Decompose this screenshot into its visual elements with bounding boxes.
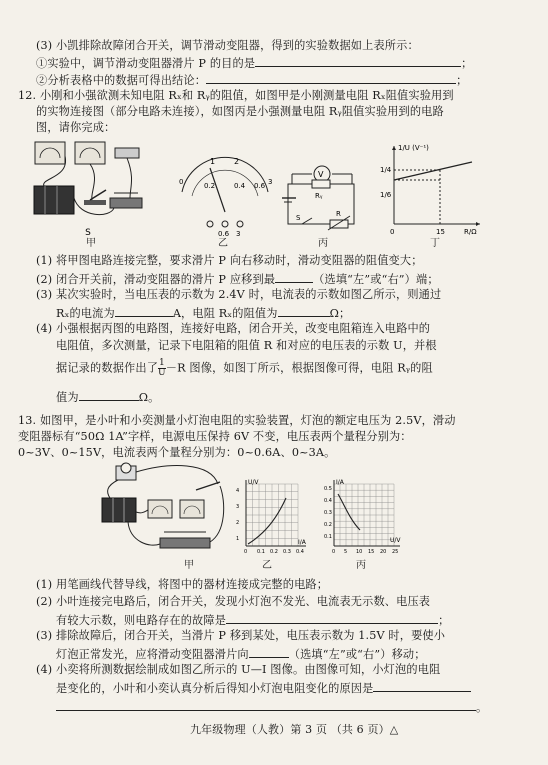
q13-sub4-a: (4) 小奕将所测数据绘制成如图乙所示的 U—I 图像。由图像可知，小灯泡的电阻	[36, 663, 441, 676]
q13-bing-y-tick: 0.3	[324, 510, 332, 516]
q13-sub4-blank2[interactable]	[56, 698, 476, 711]
q11-item1-text: ①实验中，调节滑动变阻器滑片 P 的目的是	[36, 57, 256, 70]
q13-stem-l1: 13. 如图甲，是小叶和小奕测量小灯泡电阻的实验装置，灯泡的额定电压为 2.5V，滑动	[18, 414, 456, 427]
q13-stem-l2: 变阻器标有“50Ω 1A”字样，电源电压保持 6V 不变，电压表两个量程分别为：	[18, 430, 412, 443]
q13-caption-bing: 丙	[356, 560, 366, 571]
q13-sub2-b	[56, 611, 449, 628]
q12-terminal-b	[222, 221, 228, 227]
svg-text:15: 15	[436, 228, 445, 236]
q13-switch	[196, 482, 220, 490]
q12-sub4-c1: 据记录的数据作出了	[56, 361, 159, 375]
svg-text:V: V	[318, 170, 324, 179]
q13-yi-y-tick: 3	[236, 504, 240, 510]
q12-fig-ding-graph	[380, 140, 490, 240]
q12-meter-term-3: 3	[236, 230, 241, 238]
q13-rheostat	[160, 538, 210, 548]
q12-caption-ding: 丁	[430, 238, 440, 249]
q13-caption-yi: 乙	[262, 560, 272, 571]
q13-ui-curve	[248, 498, 286, 544]
q12-sub4-d1: 值为	[56, 391, 79, 404]
q13-sub4-blank1[interactable]	[373, 679, 471, 692]
q13-sub2-a: (2) 小叶连接完电路后，闭合开关，发现小灯泡不发光、电流表无示数、电压表	[36, 595, 431, 608]
q12-terminal-a	[207, 221, 213, 227]
q12-sub4-blank[interactable]	[79, 388, 139, 401]
q11-item2	[36, 71, 467, 88]
svg-text:0: 0	[390, 228, 395, 236]
q12-caption-yi: 乙	[218, 238, 228, 249]
q13-bing-x-tick: 20	[380, 549, 387, 555]
q13-yi-y-tick: 1	[236, 536, 240, 542]
q12-switch	[84, 200, 106, 205]
q12-frac-num: 1	[158, 358, 165, 368]
q13-fig-yi-graph	[234, 476, 310, 558]
q13-sub4-b	[56, 679, 471, 696]
q13-battery	[102, 498, 136, 522]
q12-graph-line	[394, 162, 472, 180]
q13-sub2-b1: 有较大示数，则电路存在的故障是	[56, 614, 227, 627]
q13-bing-y-tick: 0.4	[324, 498, 332, 504]
q12-meter-tick-0: 0	[179, 178, 184, 186]
q12-terminal-c	[237, 221, 243, 227]
q13-sub3-b2: （选填“左”或“右”）移动；	[288, 648, 426, 661]
q12-fig-bing-circuit	[282, 158, 362, 234]
q11-item2-blank[interactable]	[206, 71, 456, 84]
q13-stem-l3: 0~3V、0~15V，电流表两个量程分别为：0~0.6A、0~3A。	[18, 446, 336, 459]
q12-sub3-blank2[interactable]	[278, 304, 330, 317]
q13-yi-x-tick: 0.2	[270, 549, 278, 555]
q12-stem-l1: 12. 小刚和小强欲测未知电阻 Rₓ和 Rᵧ的阻值，如图甲是小刚测量电阻 Rₓ阻值实验用到	[18, 89, 454, 102]
q12-caption-jia: 甲	[86, 238, 96, 249]
q12-resistor	[115, 148, 139, 158]
q12-frac-den: U	[158, 368, 166, 378]
q11-item2-text: ②分析表格中的数据可得出结论：	[36, 74, 207, 87]
q12-sub2-a: (2) 闭合开关前，滑动变阻器的滑片 P 应移到最	[36, 273, 276, 286]
q13-sub3-b	[56, 645, 426, 662]
q12-caption-bing: 丙	[318, 238, 328, 249]
svg-text:U/V: U/V	[248, 479, 259, 486]
svg-text:R: R	[336, 210, 341, 218]
q13-bing-x-tick: 10	[356, 549, 363, 555]
q12-stem-l2: 的实物连接图（部分电路未连接），如图丙是小强测量电阻 Rᵧ阻值实验用到的电路	[36, 105, 444, 118]
q11-line3: (3) 小凯排除故障闭合开关，调节滑动变阻器，得到的实验数据如上表所示：	[36, 39, 419, 52]
q11-item2-end: ；	[456, 74, 468, 87]
q13-sub4-c	[56, 698, 487, 715]
q13-bing-x-tick: 15	[368, 549, 375, 555]
q12-meter-tick-2: 2	[234, 157, 240, 166]
q13-bing-x-tick: 0	[332, 549, 336, 555]
q12-sub2-blank[interactable]	[275, 270, 313, 283]
q13-yi-x-tick: 0.1	[257, 549, 265, 555]
q13-bing-y-tick: 0.5	[324, 486, 332, 492]
svg-text:S: S	[296, 214, 301, 222]
q13-bing-x-tick: 25	[392, 549, 399, 555]
q13-yi-y-tick: 4	[236, 488, 240, 494]
q13-yi-x-tick: 0.3	[283, 549, 291, 555]
q12-rheostat	[110, 198, 142, 208]
q13-fig-jia-apparatus	[100, 462, 232, 558]
q13-yi-y-tick: 2	[236, 520, 240, 526]
q12-fig-jia-apparatus	[30, 138, 145, 238]
q11-item1-end: ；	[461, 57, 473, 70]
q12-fig-yi-meter	[170, 152, 280, 238]
q13-sub2-end: ；	[438, 614, 450, 627]
q12-meter-tick-0.4: 0.4	[234, 182, 246, 190]
q12-sub4-a: (4) 小强根据丙图的电路图，连接好电路，闭合开关，改变电阻箱连入电路中的	[36, 322, 431, 335]
q11-item1-blank[interactable]	[255, 54, 461, 67]
q11-item1	[36, 54, 473, 71]
q12-sub3-b1: Rₓ的电流为	[56, 307, 115, 320]
svg-text:I/A: I/A	[336, 479, 344, 486]
q13-ammeter	[148, 500, 172, 518]
q12-sub1: (1) 将甲图电路连接完整，要求滑片 P 向右移动时，滑动变阻器的阻值变大；	[36, 254, 423, 267]
q12-meter-tick-0.6: 0.6	[254, 182, 266, 190]
q12-battery	[34, 186, 74, 214]
svg-text:1/6: 1/6	[380, 191, 392, 199]
q13-sub3-blank[interactable]	[249, 645, 289, 658]
page-footer: 九年级物理（人教）第 3 页 （共 6 页）△	[190, 723, 399, 736]
q12-stem-l3: 图，请你完成：	[36, 121, 116, 134]
svg-text:1/U (V⁻¹): 1/U (V⁻¹)	[398, 144, 429, 152]
q12-meter-needle	[210, 168, 225, 212]
q12-sub3-blank1[interactable]	[115, 304, 173, 317]
q12-voltmeter-box	[75, 142, 105, 164]
q12-meter-tick-3: 3	[268, 178, 273, 186]
q13-sub2-blank[interactable]	[226, 611, 438, 624]
q13-bulb	[121, 463, 131, 473]
q12-sub2	[36, 270, 439, 287]
q13-caption-jia: 甲	[184, 560, 194, 571]
q13-sub1: (1) 用笔画线代替导线，将图中的器材连接成完整的电路；	[36, 578, 329, 591]
q12-sub4-b: 电阻值，多次测量，记录下电阻箱的阻值 R 和对应的电压表的示数 U，并根	[56, 339, 437, 352]
q12-sub3-a: (3) 某次实验时，当电压表的示数为 2.4V 时，电流表的示数如图乙所示，则通过	[36, 288, 442, 301]
q12-sub4-c2: －R 图像，如图丁所示，根据图像可得，电阻 Rᵧ的阻	[165, 361, 433, 375]
svg-text:1/4: 1/4	[380, 166, 392, 174]
q12-sub3-b3: Ω；	[329, 307, 351, 320]
q12-ammeter-box	[35, 142, 65, 164]
q13-fig-bing-graph	[320, 476, 404, 558]
q13-bing-y-tick: 0.2	[324, 522, 332, 528]
q12-meter-term-0.6: 0.6	[218, 230, 230, 238]
svg-text:U/V: U/V	[390, 537, 401, 544]
q13-iu-curve	[338, 494, 360, 530]
q12-sub3-b2: A，电阻 Rₓ的阻值为	[172, 307, 278, 320]
q13-yi-x-tick: 0	[244, 549, 248, 555]
q12-sub4-d2: Ω。	[138, 391, 160, 404]
q13-voltmeter	[180, 500, 204, 518]
q13-bing-x-tick: 5	[344, 549, 348, 555]
q12-fig-s-label: S	[85, 228, 91, 238]
q13-sub4-b-text: 是变化的，小叶和小奕认真分析后得知小灯泡电阻变化的原因是	[56, 682, 374, 695]
q12-sub4-fraction	[158, 359, 166, 378]
q13-yi-x-tick: 0.4	[296, 549, 304, 555]
q12-sub2-b: （选填“左”或“右”）端；	[313, 273, 439, 286]
q13-bing-y-tick: 0.1	[324, 534, 332, 540]
q12-meter-tick-1: 1	[210, 157, 216, 166]
q12-circuit-ry	[312, 180, 330, 188]
q13-sub4-end: 。	[476, 701, 488, 714]
q12-sub4-c	[56, 359, 433, 378]
q13-sub3-b1: 灯泡正常发光，应将滑动变阻器滑片向	[56, 648, 249, 661]
q13-sub3-a: (3) 排除故障后，闭合开关，当滑片 P 移到某处，电压表示数为 1.5V 时，要使小	[36, 629, 446, 642]
svg-text:Rᵧ: Rᵧ	[315, 192, 323, 200]
q12-sub3-b	[56, 304, 350, 321]
q12-meter-tick-0.2: 0.2	[204, 182, 216, 190]
q12-sub4-d	[56, 388, 159, 405]
svg-text:R/Ω: R/Ω	[464, 228, 477, 236]
svg-text:I/A: I/A	[298, 539, 306, 546]
